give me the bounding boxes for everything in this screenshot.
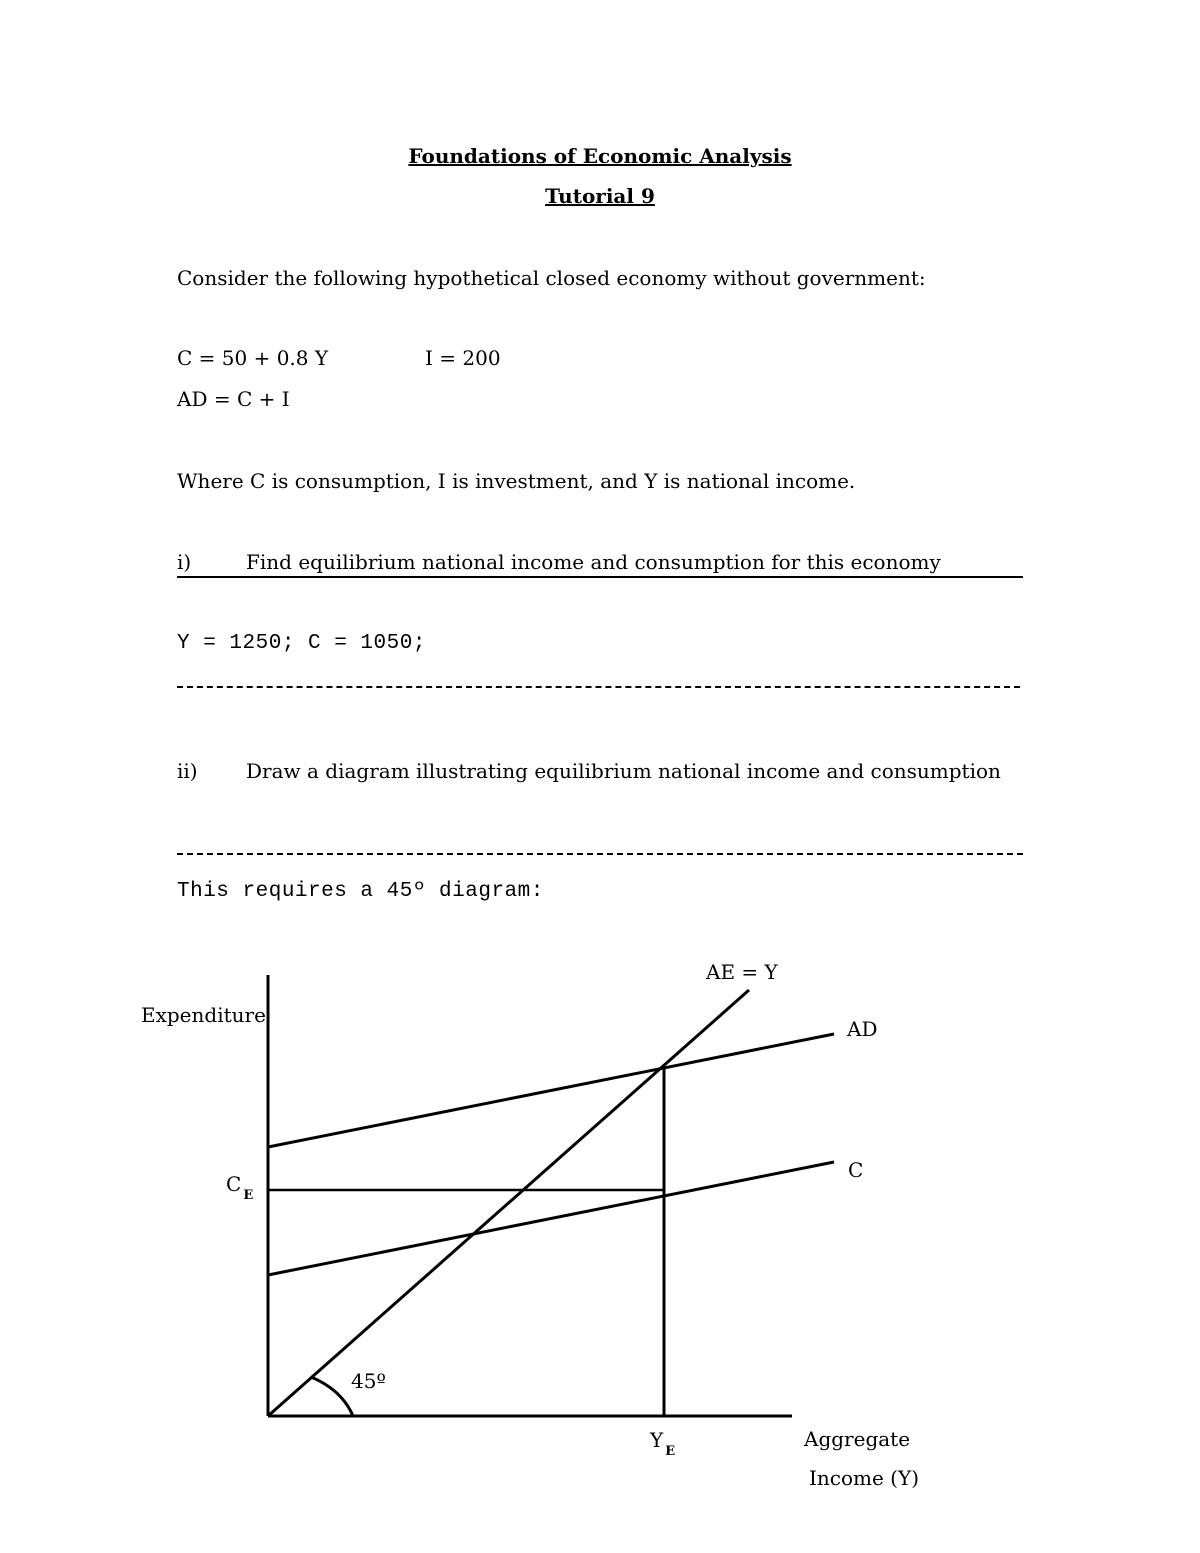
question-2-number: ii) [177, 759, 198, 783]
ce-label [226, 1172, 253, 1208]
aggregate-demand-equation: AD = C + I [177, 387, 290, 411]
ae-equals-y-line [268, 990, 749, 1416]
question-2-answer-note: This requires a 45º diagram: [177, 880, 544, 903]
question-2-text: Draw a diagram illustrating equilibrium national income and consumption [246, 759, 1001, 783]
document-title: Foundations of Economic Analysis [408, 144, 792, 168]
ye-label [650, 1428, 675, 1464]
document-subtitle: Tutorial 9 [545, 184, 655, 208]
consumption-line [268, 1162, 834, 1275]
ad-line [268, 1034, 834, 1147]
ce-label-subscript: E [243, 1188, 254, 1203]
angle-arc [311, 1377, 353, 1416]
question-1-number: i) [177, 550, 192, 574]
definitions-text: Where C is consumption, I is investment, and Y is national income. [177, 469, 856, 493]
ye-label-main: Y [650, 1428, 664, 1452]
question-1-text: Find equilibrium national income and consumption for this economy [246, 550, 941, 574]
question-1-answer: Y = 1250; C = 1050; [177, 632, 426, 655]
y-axis-label: Expenditure [141, 1003, 266, 1027]
x-axis-label-line2: Income (Y) [809, 1466, 919, 1490]
consumption-equation: C = 50 + 0.8 Y [177, 346, 329, 370]
ae-line-label: AE = Y [706, 960, 778, 984]
c-line-label: C [848, 1158, 864, 1182]
ce-label-main: C [226, 1172, 242, 1196]
angle-label: 45º [351, 1369, 386, 1393]
ad-line-label: AD [847, 1017, 878, 1041]
investment-equation: I = 200 [425, 346, 501, 370]
ye-label-subscript: E [665, 1444, 676, 1459]
x-axis-label-line1: Aggregate [804, 1427, 911, 1451]
intro-text: Consider the following hypothetical closed economy without government: [177, 266, 926, 290]
